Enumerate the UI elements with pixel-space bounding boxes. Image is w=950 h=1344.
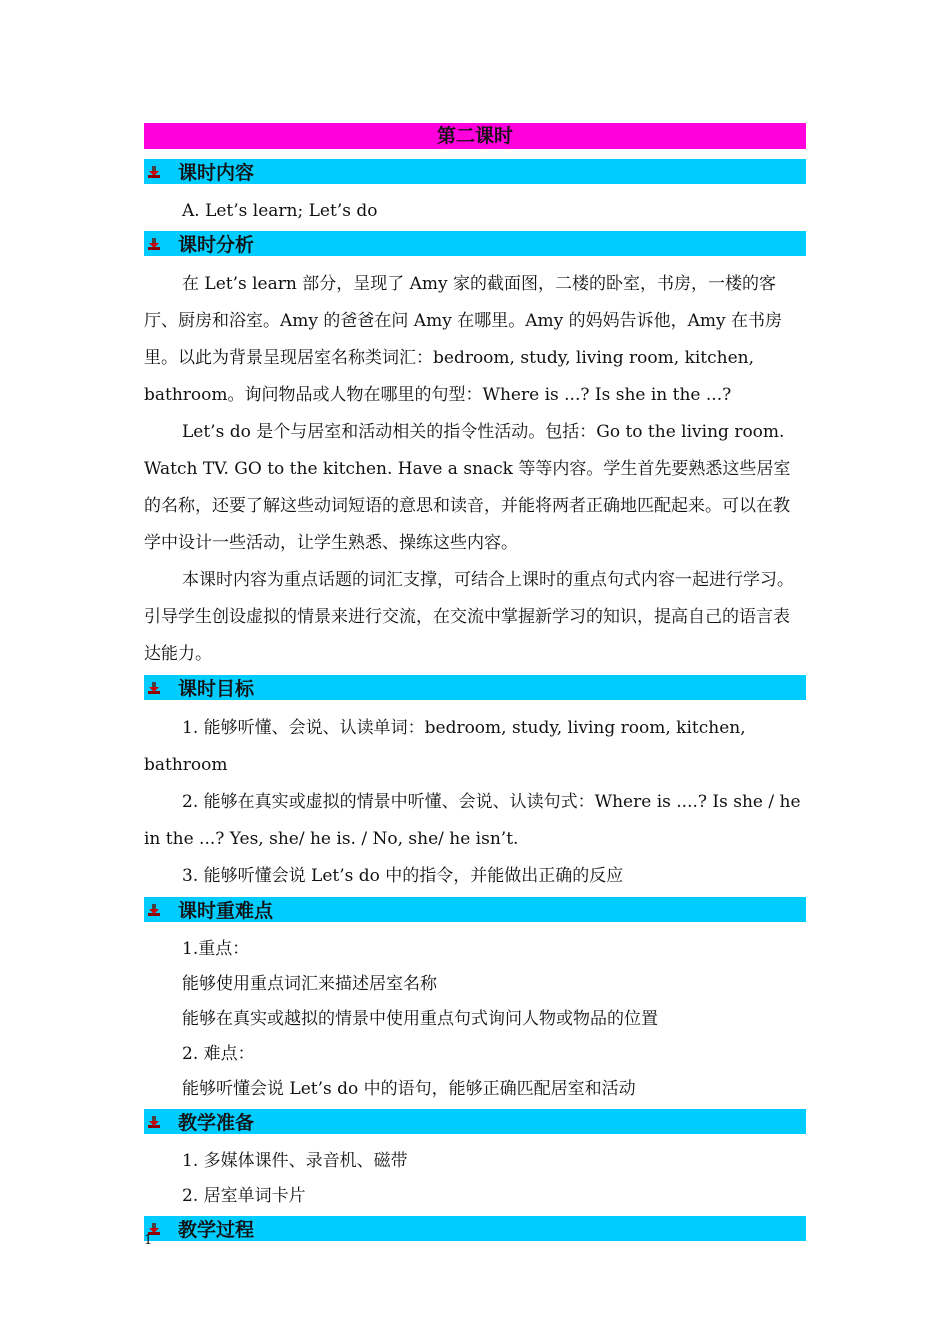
bullet-arrow-icon: [146, 1114, 162, 1130]
lesson-title: 第二课时: [144, 123, 806, 149]
keypoint-line: 能够在真实或越拟的情景中使用重点句式询问人物或物品的位置: [182, 1009, 658, 1029]
section-heading-label: 教学准备: [178, 1112, 255, 1134]
goal-item: 1. 能够听懂、会说、认读单词：bedroom, study, living room, kitchen, bathroom: [144, 718, 746, 775]
bullet-arrow-icon: [146, 236, 162, 252]
bullet-arrow-icon: [146, 680, 162, 696]
content-line: A. Let’s learn; Let’s do: [182, 201, 378, 221]
keypoint-line: 能够听懂会说 Let’s do 中的语句，能够正确匹配居室和活动: [182, 1079, 636, 1099]
section-heading-analysis: [144, 231, 806, 256]
section-heading-label: 课时目标: [178, 678, 255, 700]
preparation-line: 2. 居室单词卡片: [182, 1186, 306, 1206]
keypoint-line: 2. 难点：: [182, 1044, 255, 1064]
goal-item: 3. 能够听懂会说 Let’s do 中的指令，并能做出正确的反应: [182, 866, 624, 886]
section-heading-content: [144, 159, 806, 184]
bullet-arrow-icon: [146, 902, 162, 918]
keypoint-line: 能够使用重点词汇来描述居室名称: [182, 974, 437, 994]
analysis-paragraph: 本课时内容为重点话题的词汇支撑，可结合上课时的重点句式内容一起进行学习。引导学生创设虚拟的情景来进行交流，在交流中掌握新学习的知识，提高自己的语言表达能力。: [144, 570, 794, 664]
page-number: 1: [144, 1233, 153, 1248]
bullet-arrow-icon: [146, 164, 162, 180]
section-heading-keypoints: [144, 897, 806, 922]
document-page: [144, 123, 806, 1251]
section-heading-label: 教学过程: [178, 1219, 255, 1241]
goal-item: 2. 能够在真实或虚拟的情景中听懂、会说、认读句式：Where is ....? Is she / he in the ...? Yes, she/ he is. / No, she/ he isn’t.: [144, 792, 801, 849]
section-heading-label: 课时重难点: [178, 900, 274, 922]
analysis-paragraph: Let’s do 是个与居室和活动相关的指令性活动。包括：Go to the living room. Watch TV. GO to the kitchen. Have a snack 等等内容。学生首先要熟悉这些居室的名称，还要了解这些动词短语的意思和读音，并能将两者正确地匹配起来。可以在教学中设计一些活动，让学生熟悉、操练这些内容。: [144, 422, 791, 553]
analysis-paragraph: 在 Let’s learn 部分，呈现了 Amy 家的截面图，二楼的卧室，书房，一楼的客厅、厨房和浴室。Amy 的爸爸在问 Amy 在哪里。Amy 的妈妈告诉他，Amy 在书房里。以此为背景呈现居室名称类词汇：bedroom, study, living room, kitchen, bathroom。询问物品或人物在哪里的句型：Where is ...? Is she in the ...?: [144, 274, 783, 405]
section-heading-label: 课时分析: [178, 234, 255, 256]
section-heading-label: 课时内容: [178, 162, 255, 184]
section-heading-process: [144, 1216, 806, 1241]
preparation-line: 1. 多媒体课件、录音机、磁带: [182, 1151, 408, 1171]
keypoint-line: 1.重点：: [182, 939, 250, 959]
section-heading-preparation: [144, 1109, 806, 1134]
section-heading-goals: [144, 675, 806, 700]
